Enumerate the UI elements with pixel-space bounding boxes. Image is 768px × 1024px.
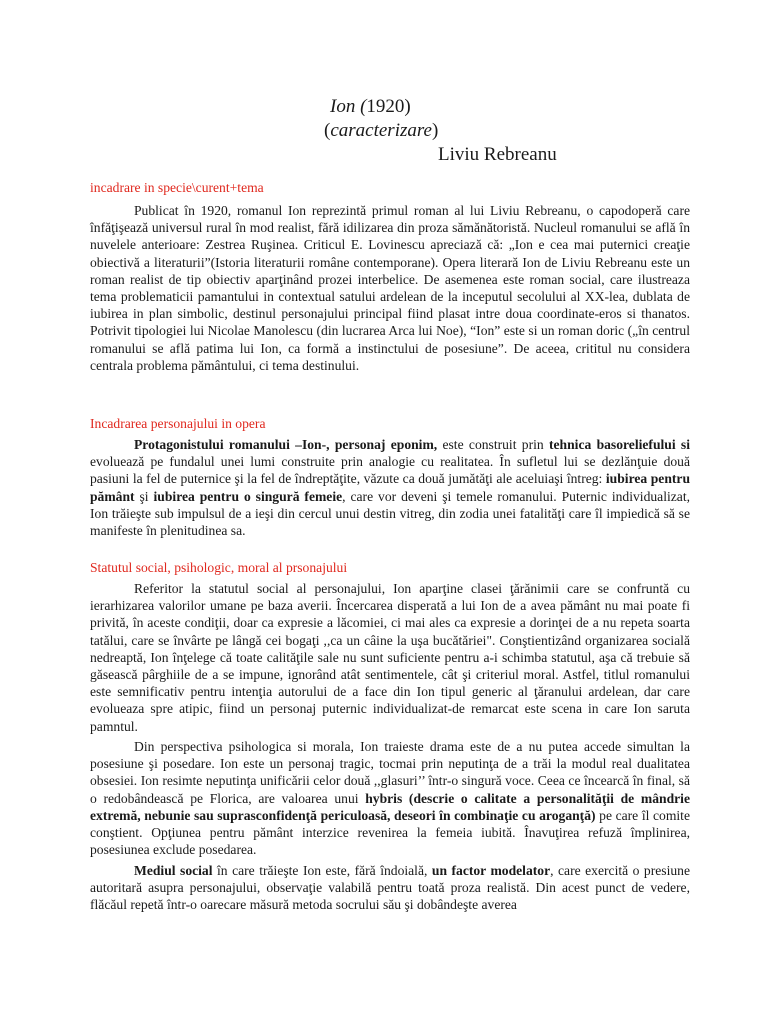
section-heading-personaj: Incadrarea personajului in opera [90, 416, 266, 431]
text-segment: evoluează pe fundalul unei lumi construite prin analogie cu realitatea. În sufletul lui se dezlănţuie două pasiuni la fel de puternice şi la fel de îndreptăţite, văzute ca două jumătăţi ale aceluiaşi întreg: [90, 454, 690, 487]
section-heading-incadrare: incadrare in specie\curent+tema [90, 180, 264, 195]
paragraph-psihologic [90, 738, 690, 858]
title-line [330, 96, 411, 118]
text-segment: , care vor deveni şi temele romanului. Puternic individualizat, Ion trăieşte sub impulsul de a ieşi din cercul unui destin vitreg, din zodia unei fatalităţi care îl impiedică să se manifeste în plenitudinea sa. [90, 488, 690, 539]
author-name: Liviu Rebreanu [438, 144, 557, 165]
paragraph-intro [90, 202, 690, 374]
bold-text: iubirea pentru o singură femeie [153, 488, 343, 504]
bold-text: tehnica basoreliefului si [548, 437, 690, 452]
text-segment: , care exercită o presiune autoritară asupra personajului, observaţie valabilă pentru toată proza realistă. Din acest punct de vedere, flăcăul repetă într-o oarecare măsură metoda socrului său şi dobândeşte averea [90, 863, 690, 913]
text-segment: Referitor la statutul social al personajului, Ion aparţine clasei ţărănimii care se confruntă cu ierarhizarea valorilor umane pe baza averii. Încercarea disperată a lui Ion de a avea pământ nu mai poate fi privită, în aceste condiţii, doar ca expresie a lăcomiei, ci mai ales ca expresie a dorinţei de a nu repeta soarta tatălui, care se învârte pe lângă cei bogaţi ,,ca un câine la uşa bucătăriei". Conştientizând organizarea socială nedreaptă, Ion înţelege că toate calităţile sale nu sunt suficiente pentru a-i schimba statutul, aşa că trebuie să găsească pârghiile de a se impune, ignorând atât sentimentele, cât şi criteriul moral. Astfel, titlul romanului este semnificativ pentru intenţia autorului de a face din Ion tipul generic al ţăranului ardelean, dar care evolueaza spre atipic, fiind un personaj puternic individualizat-de remarcat este scena in care Ion saruta pamntul. [90, 581, 690, 734]
bold-text: iubirea pentru pământ [90, 471, 691, 504]
text-segment: pe care îl comite conştient. Opţiunea pentru pământ interzice revenirea la femeia iubită. Înavuţirea refuză împlinirea, posesiunea exclude posedarea. [90, 807, 690, 858]
bold-text: hybris (descrie o calitate a personalităţii de mândrie extremă, nebunie sau suprasconfidenţă periculoasă, deseori în combinaţie cu aroganţă) [90, 790, 690, 823]
paragraph-protagonist [90, 436, 690, 539]
bold-text: Protagonistului romanului –Ion-, personaj eponim, [134, 437, 438, 452]
bold-text: Mediul social [134, 863, 213, 878]
text-segment: Din perspectiva psihologica si morala, Ion traieste drama este de a nu putea accede simultan la posesiune şi posedare. Ion este un personaj tragic, tocmai prin neputinţa de a trăi la modul real dualitatea obsesiei. Ion resimte neputinţa unificării celor două ,,glasuri’’ într-o singură voce. Ceea ce încearcă în final, să o redobândească pe Florica, are valoarea unui [90, 739, 690, 806]
work-year: 1920) [366, 96, 411, 117]
work-title: Ion ( [330, 96, 367, 117]
text-segment: este construit prin [437, 437, 549, 452]
text-segment: în care trăieşte Ion este, fără îndoială, [212, 863, 432, 878]
paragraph-statut-social [90, 580, 690, 735]
section-heading-statut: Statutul social, psihologic, moral al prsonajului [90, 560, 348, 575]
text-segment: Publicat în 1920, romanul Ion reprezintă primul roman al lui Liviu Rebreanu, o capodoperă care înfăţişează universul rural în mod realist, fără idilizarea din proza sămănătoristă. Nucleul romanului se află în nuvelele anterioare: Zestrea Ruşinea. Criticul E. Lovinescu apreciază că: „Ion e cea mai puternici creaţie obiectivă a literaturii”(Istoria literaturii române contemporane). Opera literară Ion de Liviu Rebreanu este un roman realist de tip obiectiv aparţinând prozei interbelice. De asemenea este roman social, care ilustreaza tema problematicii pamantului in contextual satului ardelean de la inceputul secolului al XX-lea, dublata de iubirea in plan simbolic, destinul personajului principal fiind plasat intre doua coordinate-eros si thanatos. Potrivit tipologiei lui Nicolae Manolescu (din lucrarea Arca lui Noe), “Ion” este si un roman doric („în centrul romanului se află patima lui Ion, ca formă a instinctului de posesiune”. De aceea, crititul nu considera centrala problema pământului, ci tema destinului. [90, 203, 690, 373]
paragraph-mediu-social [90, 862, 690, 914]
bold-text: un factor modelator [431, 863, 551, 878]
subtitle-line: (caracterizare) [324, 120, 439, 141]
subtitle: caracterizare [330, 120, 432, 141]
text-segment: şi [134, 488, 154, 504]
